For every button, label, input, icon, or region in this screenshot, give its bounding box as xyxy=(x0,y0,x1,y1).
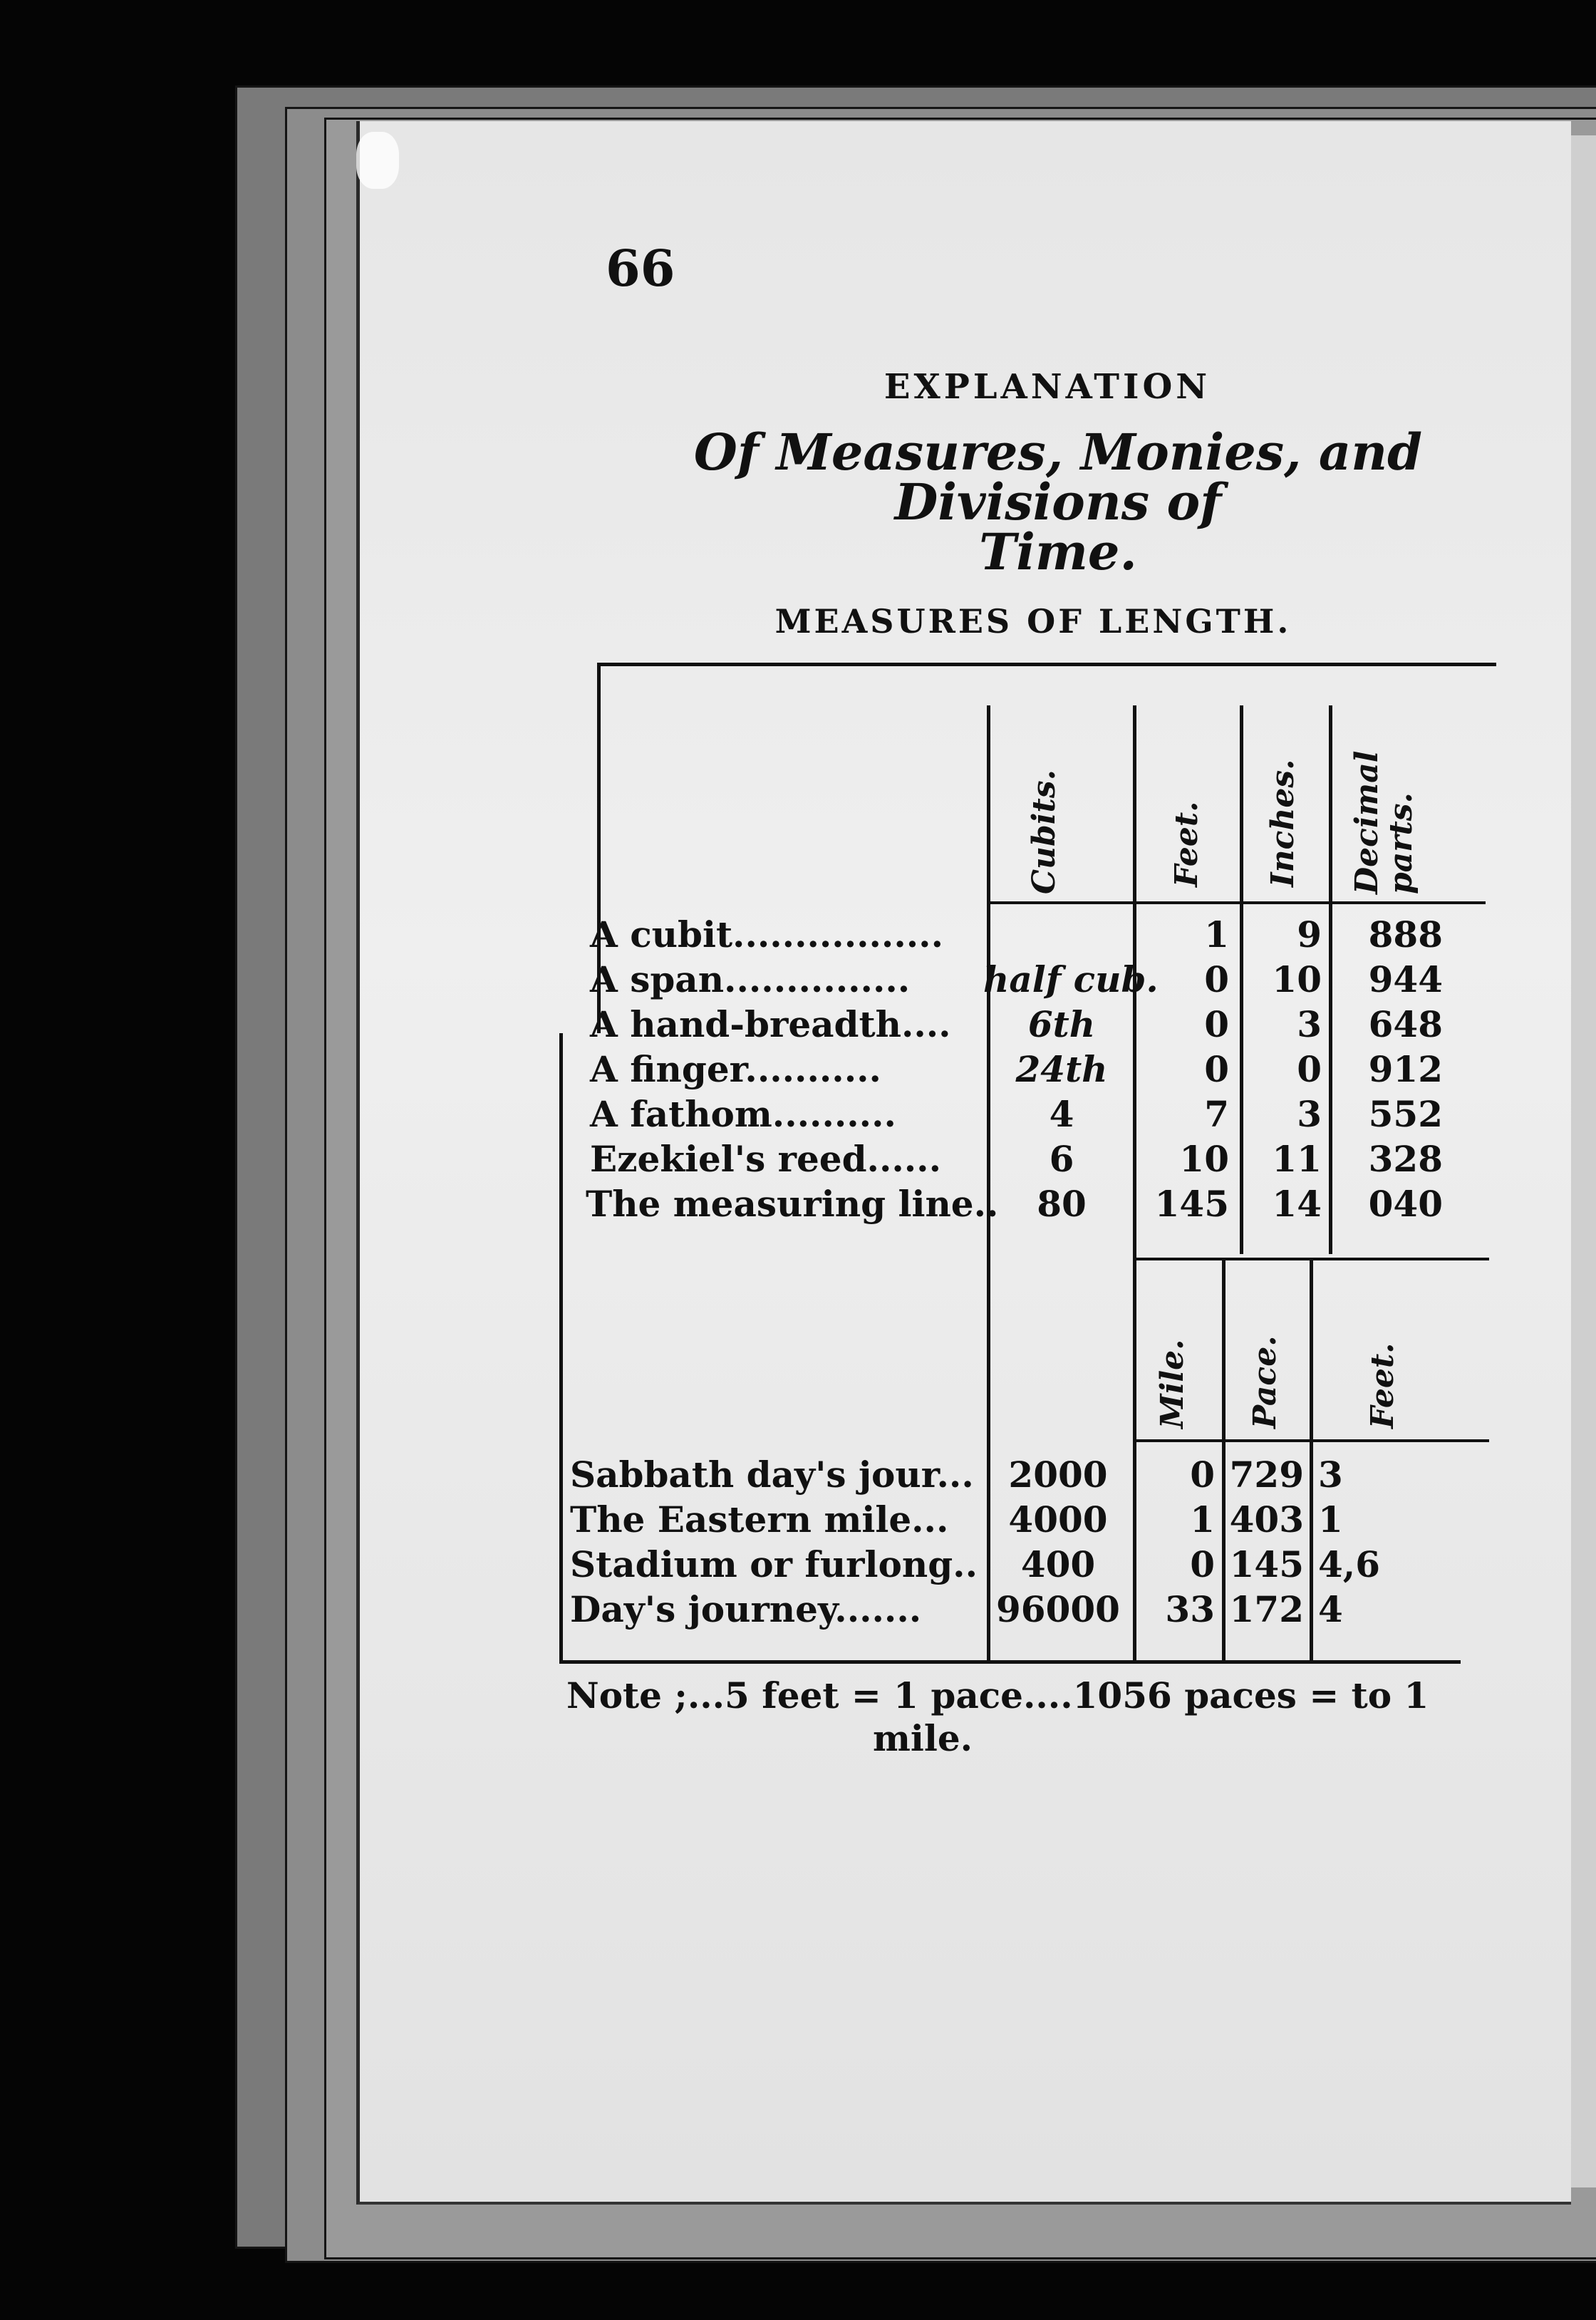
row-feet: 145 xyxy=(1154,1183,1229,1225)
row-inches: 0 xyxy=(1297,1048,1322,1090)
row-mile: 33 xyxy=(1165,1588,1215,1630)
row-label: A span............... xyxy=(590,958,911,1000)
row-cubits: 80 xyxy=(1037,1183,1087,1225)
column-header-inches: Inches. xyxy=(1265,759,1301,887)
row-pace: 729 xyxy=(1229,1454,1304,1496)
row-feet: 10 xyxy=(1179,1138,1229,1180)
page-heading: EXPLANATION xyxy=(884,367,1211,407)
table-top-rule xyxy=(598,663,1496,666)
row-decimal: 888 xyxy=(1368,913,1443,956)
row-mile: 0 xyxy=(1190,1543,1215,1585)
table-row xyxy=(0,958,1596,1003)
row-inches: 14 xyxy=(1272,1183,1322,1225)
subheading-line-1: Of Measures, Monies, and Divisions of xyxy=(693,423,1423,532)
row-cubits: 400 xyxy=(1020,1543,1096,1585)
row-label: The measuring line.. xyxy=(586,1183,999,1225)
row-decimal: 328 xyxy=(1368,1138,1443,1180)
row-mile: 1 xyxy=(1190,1498,1215,1540)
row-cubits: 6 xyxy=(1049,1138,1074,1180)
note-line-1: Note ;...5 feet = 1 pace....1056 paces = to 1 xyxy=(566,1674,1429,1716)
table-header-rule-mid xyxy=(1133,1258,1489,1260)
row-label: A fathom.......... xyxy=(590,1093,896,1135)
row-feet: 1 xyxy=(1204,913,1229,956)
table-row xyxy=(0,913,1596,958)
column-header-feet-lower: Feet. xyxy=(1364,1342,1401,1429)
row-decimal: 912 xyxy=(1368,1048,1443,1090)
table-row xyxy=(0,1138,1596,1182)
row-cubits: 96000 xyxy=(996,1588,1120,1630)
subheading-line-2: Time. xyxy=(979,522,1137,581)
table-header-rule-upper xyxy=(987,901,1486,904)
column-header-decimal: Decimal parts. xyxy=(1349,750,1420,894)
table-row xyxy=(0,1003,1596,1047)
row-pace: 403 xyxy=(1229,1498,1304,1540)
table-bottom-rule xyxy=(563,1660,1461,1664)
row-label: Ezekiel's reed...... xyxy=(590,1138,941,1180)
column-header-pace: Pace. xyxy=(1247,1335,1283,1429)
row-label: A finger........... xyxy=(590,1048,881,1090)
row-inches: 3 xyxy=(1297,1093,1322,1135)
row-inches: 11 xyxy=(1272,1138,1322,1180)
row-mile: 0 xyxy=(1190,1454,1215,1496)
row-decimal: 648 xyxy=(1368,1003,1443,1045)
note-line-2: mile. xyxy=(872,1717,973,1759)
table-row xyxy=(0,1498,1596,1543)
row-feet: 7 xyxy=(1204,1093,1229,1135)
row-decimal: 944 xyxy=(1368,958,1443,1000)
table-row xyxy=(0,1588,1596,1632)
table-row xyxy=(0,1183,1596,1227)
row-feet: 1 xyxy=(1318,1498,1343,1540)
row-cubits: 2000 xyxy=(1008,1454,1108,1496)
row-label: Stadium or furlong.. xyxy=(570,1543,978,1585)
table-row xyxy=(0,1048,1596,1092)
row-cubits: 6th xyxy=(1027,1003,1096,1045)
row-label: Sabbath day's jour... xyxy=(570,1454,974,1496)
row-feet: 4 xyxy=(1318,1588,1343,1630)
row-cubits: half cub. xyxy=(983,958,1159,1000)
table-row xyxy=(0,1454,1596,1498)
table-header-rule-lower xyxy=(1133,1439,1489,1442)
row-inches: 3 xyxy=(1297,1003,1322,1045)
row-decimal: 552 xyxy=(1368,1093,1443,1135)
row-label: Day's journey....... xyxy=(570,1588,922,1630)
section-title: MEASURES OF LENGTH. xyxy=(774,602,1292,641)
row-cubits: 24th xyxy=(1015,1048,1108,1090)
paper-tear xyxy=(356,132,399,189)
row-decimal: 040 xyxy=(1368,1183,1443,1225)
page-number: 66 xyxy=(606,239,675,298)
row-inches: 9 xyxy=(1297,913,1322,956)
column-header-feet: Feet. xyxy=(1168,801,1205,887)
row-pace: 172 xyxy=(1229,1588,1304,1630)
page-subheading xyxy=(613,423,1503,581)
row-feet: 0 xyxy=(1204,958,1229,1000)
row-label: A hand-breadth.... xyxy=(590,1003,951,1045)
column-header-mile: Mile. xyxy=(1154,1339,1191,1429)
row-label: A cubit................. xyxy=(590,913,943,956)
row-feet: 0 xyxy=(1204,1048,1229,1090)
row-feet: 4,6 xyxy=(1318,1543,1380,1585)
row-cubits: 4000 xyxy=(1008,1498,1108,1540)
row-feet: 0 xyxy=(1204,1003,1229,1045)
row-cubits: 4 xyxy=(1049,1093,1074,1135)
row-label: The Eastern mile... xyxy=(570,1498,949,1540)
row-inches: 10 xyxy=(1272,958,1322,1000)
column-header-cubits: Cubits. xyxy=(1026,770,1062,894)
table-row xyxy=(0,1093,1596,1137)
row-feet: 3 xyxy=(1318,1454,1343,1496)
table-row xyxy=(0,1543,1596,1588)
table-note xyxy=(566,1674,1493,1760)
row-pace: 145 xyxy=(1229,1543,1304,1585)
